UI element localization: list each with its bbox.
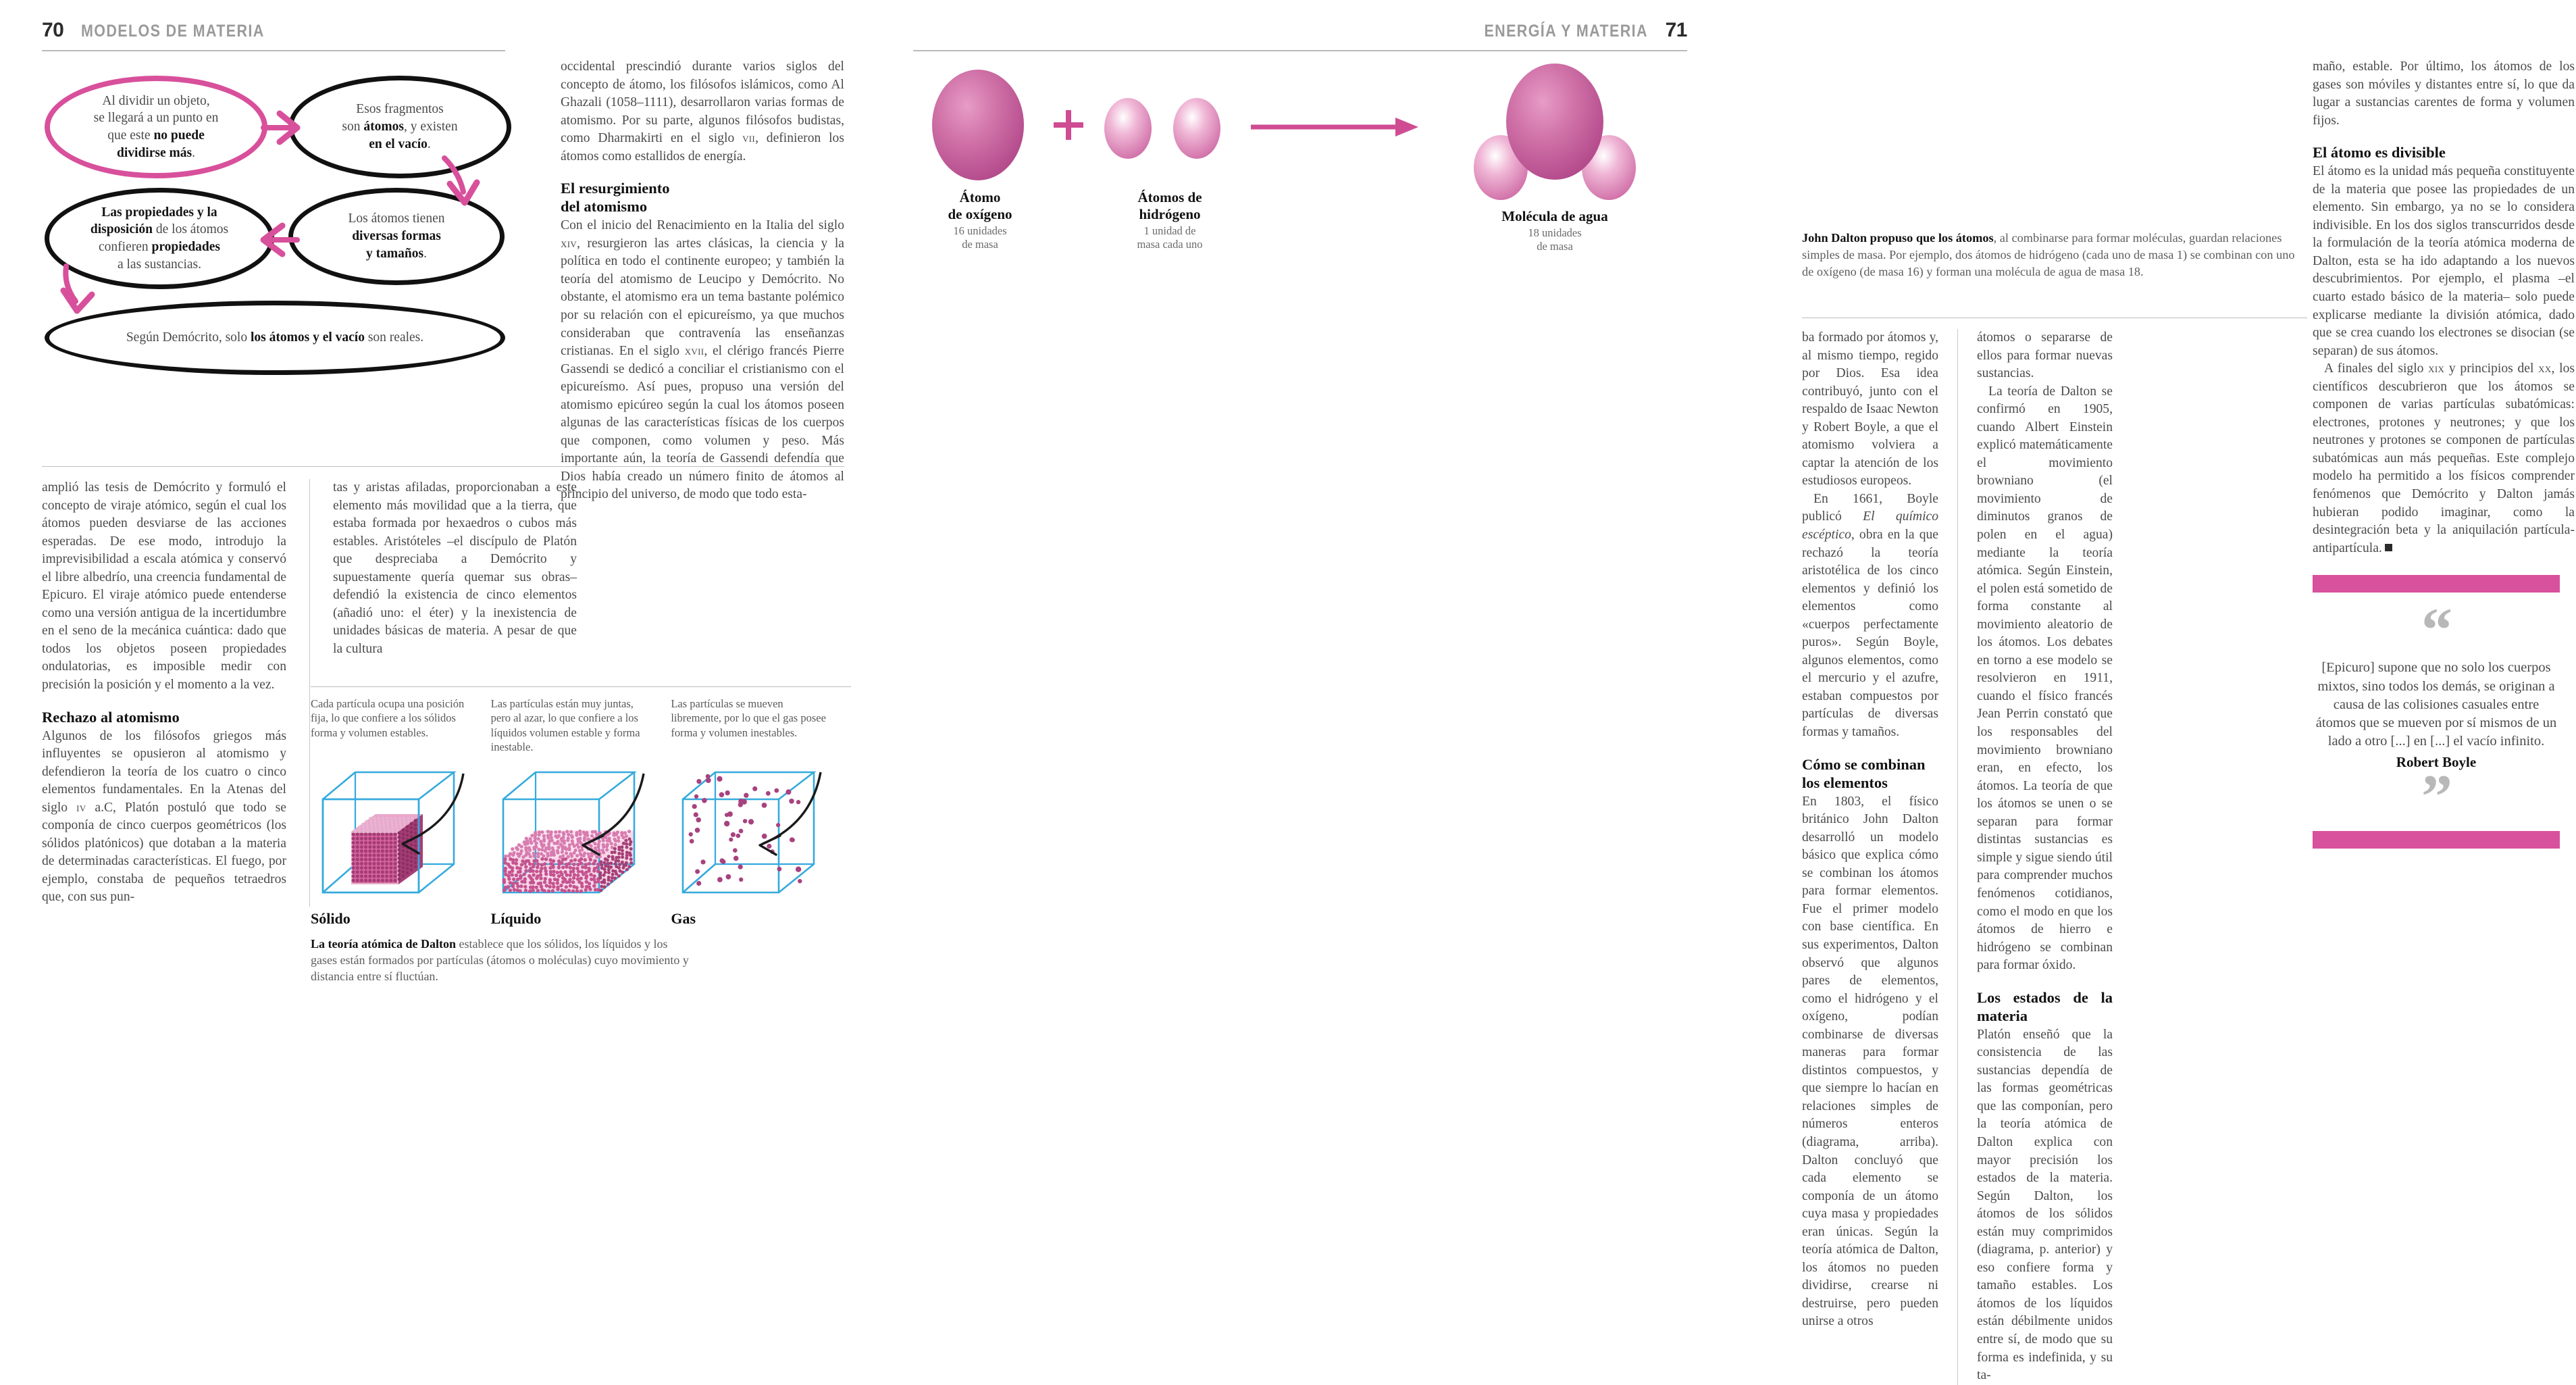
rp-c3-p3: A finales del siglo xix y principios del xx, los científicos descubrieron que los átomos se componen de varias partículas subatómicas: electrones, protones y neutrones; y que los neutrones y protones se componen de partículas subatómicas aun más pequeñas. Este complejo modelo ha permitido a los físicos comprender fenómenos que Demócrito y Dalton jamás hubieran podido imaginar, como la desintegración beta y la aniquilación partícula-antipartícula. (2313, 361, 2575, 555)
quote-attribution: Robert Boyle (2396, 753, 2477, 770)
lp-top-paragraph-1: occidental prescindió durante varios siglos del concepto de átomo, los filósofos islámicos, como Al Ghazali (1058–1111), desarrollaron varias formas de atomismo. Por su parte, algunos filósofos budistas, como Dharmakirti en el siglo vii, definieron los átomos como estallidos de energía. (561, 59, 844, 163)
dalton-note-bold: John Dalton propuso que los átomos (1802, 231, 1994, 245)
state-liquid-label: Líquido (490, 910, 542, 927)
bubble-1 (45, 76, 267, 178)
hydrogen-mass: 1 unidad de masa cada uno (1137, 224, 1203, 251)
dalton-note (1802, 230, 2307, 280)
arrow-bubble2-to-bubble4 (439, 155, 486, 207)
lp-lower-column-1 (42, 479, 309, 907)
rp-c1-p2-b: , obra en la que rechazó la teoría aristotélica de los cinco elementos y definió los elementos como «cuerpos perfectamente puros». Según Boyle, algunos elementos, como el mercurio y el azufre, estaban compuestos por partículas de diversas formas y tamaños. (1802, 528, 1938, 740)
page-number-right: 71 (1665, 19, 1687, 41)
rp-c3-p1: maño, estable. Por último, los átomos de los gases son móviles y distantes entre sí, lo que da lugar a sustancias carentes de forma y volumen fijos. (2313, 59, 2575, 128)
state-solid (311, 697, 491, 928)
rp-subhead-divisible: El átomo es divisible (2313, 144, 2446, 161)
rp-subhead-estados: Los estados de la materia (1977, 988, 2113, 1024)
bubble-5-text: Según Demócrito, solo los átomos y el vacío son reales. (126, 330, 424, 345)
rp-c2-p2: La teoría de Dalton se confirmó en 1905, cuando Albert Einstein explicó matemáticamente el movimiento browniano (el movimiento de diminutos granos de polen en el agua) mediante la teoría atómica. Según Einstein, el polen está sometido de forma constante al movimiento aleatorio de los átomos. Los debates en torno a ese modelo se resolvieron en 1911, cuando el físico francés Jean Perrin constató que los responsables del movimiento browniano eran, en efecto, los átomos. La teoría de que los átomos se unen o se separan para formar distintas sustancias es simple y sigue siendo útil para comprender muchos fenómenos cotidianos, como el modo en que los átomos de hierro e hidrógeno se combinan para formar óxido. (1977, 384, 2113, 973)
rp-column-2 (1957, 329, 2132, 1385)
end-of-article-mark (2385, 544, 2392, 551)
lp-subhead-rechazo: Rechazo al atomismo (42, 708, 180, 726)
state-gas-caption: Las partículas se mueven libremente, por lo que el gas posee forma y volumen inestables. (671, 697, 826, 739)
water-mass: 18 unidades de masa (1528, 226, 1582, 253)
bubble-1-text: Al dividir un objeto, se llegará a un punto en que este no puede dividirse más. (93, 93, 219, 160)
rp-c1-p3: En 1803, el físico británico John Dalton desarrolló un modelo básico que explica cómo se combinan los átomos para formar elementos. Fue el primer modelo con base científica. En sus experimentos, Dalton observó que algunos pares de elementos, como el hidrógeno y el oxígeno, podían combinarse de diversas maneras para formar distintos compuestos, y que siempre lo hacían en relaciones simples de números enteros (diagrama, arriba). Dalton concluyó que cada elemento se componía de un átomo cuya masa y propiedades eran únicas. Según la teoría atómica de Dalton, los átomos no pueden dividirse, crearse ni destruirse, pero pueden unirse a otros (1802, 794, 1938, 1329)
bubble-2-text: Esos fragmentos son átomos, y existen en el vacío. (342, 102, 458, 151)
rp-c1-p2-a: En 1661, Boyle publicó (1802, 491, 1938, 524)
lp-lower-c1-p1: amplió las tesis de Demócrito y formuló el concepto de viraje atómico, según el cual los átomos pueden desviarse de las acciones esperadas. De ese modo, introdujo la imprevisibilidad a escala atómica y conservó el libre albedrío, una creencia fundamental de Epicuro. El viraje atómico puede entenderse como una versión antigua de la incertidumbre en el seno de la mecánica cuántica: dado que todos los objetos poseen propiedades ondulatorias, es imposible medir con precisión la posición y el momento a la vez. (42, 480, 286, 692)
state-liquid (491, 697, 671, 928)
quote-box (2313, 575, 2560, 849)
oxygen-label: Átomo de oxígeno 16 unidades de masa (923, 189, 1037, 251)
arrow-bubble4-to-bubble3 (258, 222, 300, 258)
quote-close-mark: ” (2421, 762, 2451, 832)
oxygen-atom-sphere (932, 70, 1024, 180)
state-liquid-caption: Las partículas están muy juntas, pero al azar, lo que confiere a los líquidos volumen estable y forma inestable. (490, 697, 640, 754)
quote-top-bar (2313, 575, 2560, 593)
plus-icon (1054, 110, 1083, 140)
lp-subhead-resurgimiento: El resurgimiento del atomismo (561, 180, 670, 216)
democritus-bubble-diagram (42, 61, 508, 345)
dalton-caption-rest: establece que los sólidos, los líquidos y los gases están formados por partículas (átomos o moléculas) cuyo movimiento y distancia entre sí fluctúan. (311, 937, 689, 984)
left-page-top-column (561, 58, 844, 504)
state-solid-caption: Cada partícula ocupa una posición fija, lo que confiere a los sólidos forma y volumen estables. (311, 697, 465, 739)
state-liquid-cube (491, 759, 659, 907)
rp-c3-p2: El átomo es la unidad más pequeña constituyente de la materia que posee las propiedades de un elemento. Sin embargo, ya no se lo considera indivisible. En los dos siglos transcurridos desde la formulación de la teoría atómica moderna de Dalton, esta se ha ido adaptando a los nuevos descubrimientos. Por ejemplo, el plasma –el cuarto estado básico de la materia– solo puede explicarse mediante la división atómica, dado que se crea cuando los electrones se disocian (se separan) de sus átomos. (2313, 164, 2575, 358)
rp-c2-p3: Platón enseñó que la consistencia de las sustancias dependía de las formas geométricas que las componían, pero la teoría atómica de Dalton explica con mayor precisión los estados de la materia. Según Dalton, los átomos de los sólidos están muy comprimidos (diagrama, p. anterior) y eso confiere forma y tamaño estables. Los átomos de los líquidos están débilmente unidos entre sí, de modo que su forma es indefinida, y su ta- (1977, 1027, 2113, 1383)
hydrogen-atom-2 (1173, 98, 1220, 159)
water-oxygen (1506, 64, 1603, 180)
rp-c1-p2 (1802, 490, 1938, 742)
rp-subhead-combinan: Cómo se combinan los elementos (1802, 755, 1926, 791)
right-page (886, 0, 2575, 1383)
rp-c2-p1: átomos o separarse de ellos para formar nuevas sustancias. (1977, 330, 2113, 381)
page-number-left: 70 (42, 19, 64, 41)
lp-top-paragraph-2: Con el inicio del Renacimiento en la Italia del siglo xiv, resurgieron las artes clásicas, la ciencia y la política en todo el continente europeo; y también la teoría del atomismo de Leucipo y Demócrito. No obstante, el atomismo era un tema bastante polémico por su relación con el epicureísmo, ya que muchos consideraban que contravenía las enseñanzas cristianas. En el siglo xvii, el clérigo francés Pierre Gassendi se dedicó a conciliar el cristianismo con el epicureísmo. Así pues, propuso una versión del atomismo epicúreo según la cual los átomos poseen algunas de las características físicas de los cuerpos que componen, como volumen y peso. Más importante aún, la teoría de Gassendi defendía que Dios había creado un número finito de átomos al principio del universo, de modo que todo esta- (561, 218, 844, 502)
rp-c1-p1: ba formado por átomos y, al mismo tiempo, regido por Dios. Esa idea contribuyó, junto con el respaldo de Isaac Newton y Robert Boyle, a que el atomismo volviera a captar la atención de los estudiosos europeos. (1802, 330, 1938, 488)
right-running-head (913, 19, 1687, 50)
state-solid-label: Sólido (311, 910, 351, 927)
states-of-matter-panel (311, 686, 851, 984)
state-gas-cube (671, 759, 838, 907)
state-gas-label: Gas (671, 910, 696, 927)
lower-section-rule (42, 466, 844, 467)
running-title-right: ENERGÍA Y MATERIA (1484, 22, 1648, 41)
right-page-outer-column (2313, 58, 2575, 849)
water-molecule-figure (913, 54, 1687, 253)
reaction-arrow (1251, 118, 1418, 136)
oxygen-mass: 16 unidades de masa (953, 224, 1007, 251)
arrow-bubble1-to-bubble2 (262, 109, 303, 146)
dalton-theory-caption (311, 936, 689, 984)
bubble-3-text: Las propiedades y la disposición de los átomos confieren propiedades a las sustancias. (90, 205, 229, 272)
header-rule-left (42, 50, 505, 51)
rp-column-1 (1802, 329, 1957, 1385)
hydrogen-atom-1 (1104, 98, 1152, 159)
rp-c1-p2-italic: El químico escéptico (1802, 509, 1939, 543)
lp-lower-c1-p2: Algunos de los filósofos griegos más influyentes se opusieron al atomismo y defendieron la teoría de los cuatro o cinco elementos fundamentales. En la Atenas del siglo iv a.C, Platón postuló que todo se componía de cinco cuerpos geométricos (los sólidos platónicos) que dotaban a la materia de determinadas características. El fuego, por ejemplo, constaba de pequeños tetraedros que, con sus pun- (42, 728, 286, 905)
water-label: Molécula de agua 18 unidades de masa (1453, 208, 1656, 253)
quote-text: [Epicuro] supone que no solo los cuerpos mixtos, sino todos los demás, se originan a causa de las colisiones casuales entre átomos que se mueven por sí mismos de un lado a otro [...] en [...] el vacío infinito. (2315, 660, 2557, 749)
lp-lower-c2-p1: tas y aristas afiladas, proporcionaban a este elemento más movilidad que a la tierra, que estaba formada por hexaedros o cubos más estables. Aristóteles –el discípulo de Platón que despreciaba a Demócrito y supuestamente quería quemar sus obras– defendió la existencia de cinco elementos (añadió uno: el éter) y la inexistencia de unidades básicas de materia. A pesar de que la cultura (333, 480, 577, 656)
quote-open-mark: “ (2421, 595, 2451, 665)
bubble-4-text: Los átomos tienen diversas formas y tamaños. (348, 211, 445, 261)
dalton-note-rest: , al combinarse para formar moléculas, guardan relaciones simples de masa. Por ejemplo, dos átomos de hidrógeno (cada uno de masa 1) se combinan con uno de oxígeno (de masa 16) y forman una molécula de agua de masa 18. (1802, 231, 2295, 278)
quote-bottom-bar (2313, 831, 2560, 849)
running-title-left: MODELOS DE MATERIA (81, 22, 265, 41)
states-panel-rule (311, 686, 851, 687)
dalton-caption-bold: La teoría atómica de Dalton (311, 937, 456, 951)
state-gas (671, 697, 851, 928)
state-solid-cube (311, 759, 478, 907)
left-page (0, 0, 886, 1034)
bubble-5 (45, 301, 505, 375)
left-running-head (42, 19, 886, 50)
header-rule-right (913, 50, 1687, 51)
arrow-bubble3-to-bubble5 (59, 263, 108, 315)
hydrogen-label: Átomos de hidrógeno 1 unidad de masa cada uno (1109, 189, 1231, 251)
